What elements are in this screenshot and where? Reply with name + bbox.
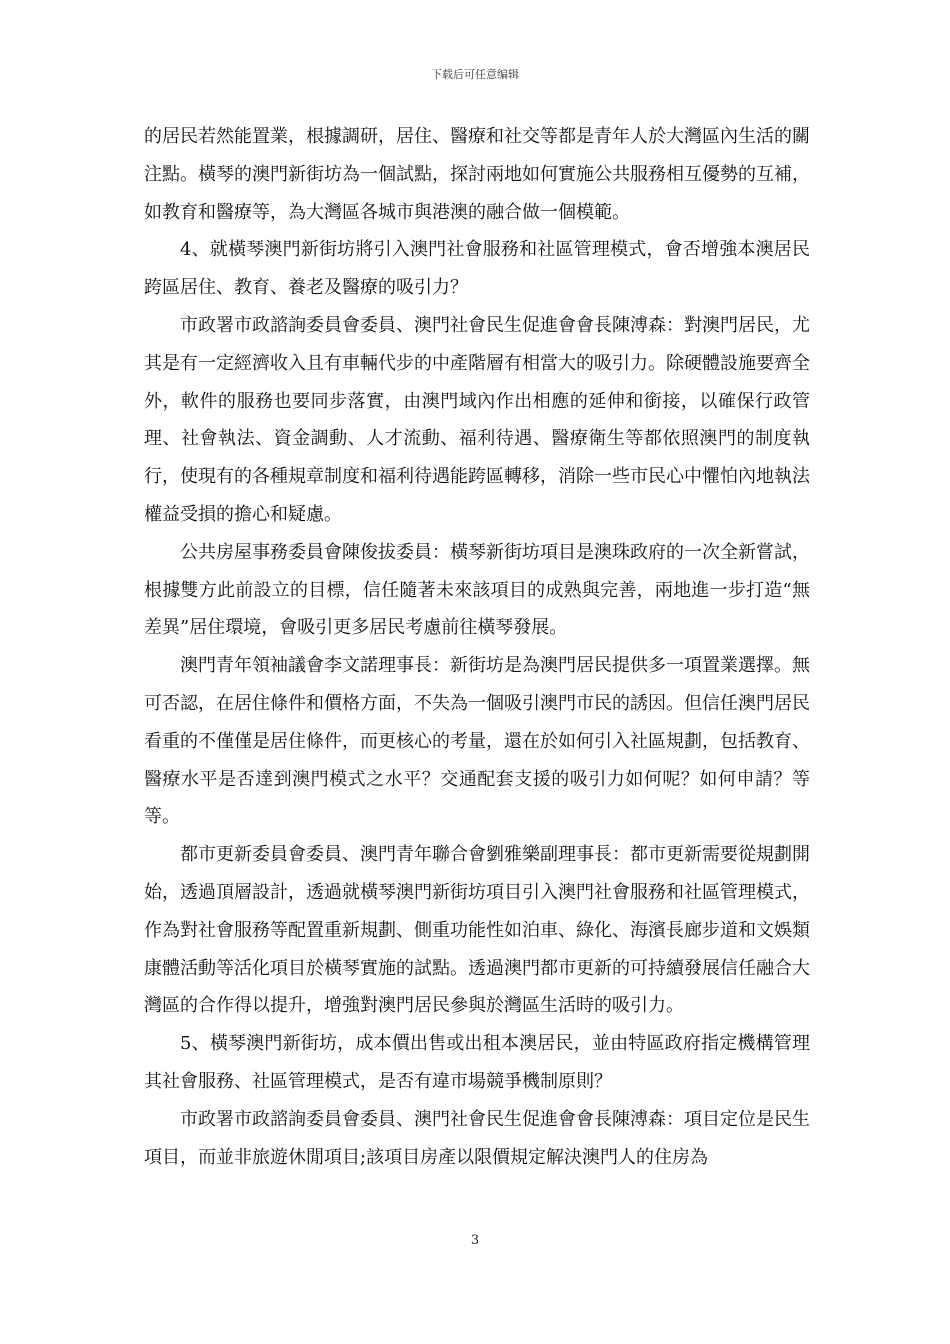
- answer-paragraph: 公共房屋事務委員會陳俊拔委員：橫琴新街坊項目是澳珠政府的一次全新嘗試，根據雙方此前設立的目標，信任隨著未來該項目的成熟與完善，兩地進一步打造“無差異”居住環境，會吸引更多居民考慮前往橫琴發展。: [144, 541, 810, 639]
- page-number: 3: [470, 1233, 480, 1248]
- page-header: 下载后可任意编辑: [431, 68, 519, 81]
- answer-paragraph: 市政署市政諮詢委員會委員、澳門社會民生促進會會長陳溥森：項目定位是民生項目，而並非旅遊休閒項目;該項目房產以限價規定解決澳門人的住房為: [144, 1108, 810, 1168]
- answer-paragraph: 市政署市政諮詢委員會委員、澳門社會民生促進會會長陳溥森：對澳門居民，尤其是有一定經濟收入且有車輛代步的中產階層有相當大的吸引力。除硬體設施要齊全外，軟件的服務也要同步落實，由澳門域內作出相應的延伸和銜接，以確保行政管理、社會執法、資金調動、人才流動、福利待遇、醫療衛生等都依照澳門的制度執行，使現有的各種規章制度和福利待遇能跨區轉移，消除一些市民心中懼怕內地執法權益受損的擔心和疑慮。: [144, 314, 810, 525]
- question-5: 5、橫琴澳門新街坊，成本價出售或出租本澳居民，並由特區政府指定機構管理其社會服務、社區管理模式，是否有違市場競爭機制原則？: [144, 1033, 810, 1092]
- question-4: 4、就橫琴澳門新街坊將引入澳門社會服務和社區管理模式，會否增強本澳居民跨區居住、教育、養老及醫療的吸引力？: [144, 239, 810, 299]
- paragraph-continuation: 的居民若然能置業，根據調研，居住、醫療和社交等都是青年人於大灣區內生活的關注點。橫琴的澳門新街坊為一個試點，探討兩地如何實施公共服務相互優勢的互補，如教育和醫療等，為大灣區各城市與港澳的融合做一個模範。: [144, 126, 810, 223]
- document-body: [144, 118, 810, 1176]
- answer-paragraph: 都市更新委員會委員、澳門青年聯合會劉雅樂副理事長：都市更新需要從規劃開始，透過頂層設計，透過就橫琴澳門新街坊項目引入澳門社會服務和社區管理模式，作為對社會服務等配置重新規劃、側重功能性如泊車、綠化、海濱長廊步道和文娛類康體活動等活化項目於橫琴實施的試點。透過澳門都市更新的可持續發展信任融合大灣區的合作得以提升，增強對澳門居民參與於灣區生活時的吸引力。: [144, 844, 810, 1017]
- answer-paragraph: 澳門青年領袖議會李文諾理事長：新街坊是為澳門居民提供多一項置業選擇。無可否認，在居住條件和價格方面，不失為一個吸引澳門市民的誘因。但信任澳門居民看重的不僅僅是居住條件，而更核心的考量，還在於如何引入社區規劃，包括教育、醫療水平是否達到澳門模式之水平？交通配套支援的吸引力如何呢？如何申請？等等。: [144, 655, 810, 828]
